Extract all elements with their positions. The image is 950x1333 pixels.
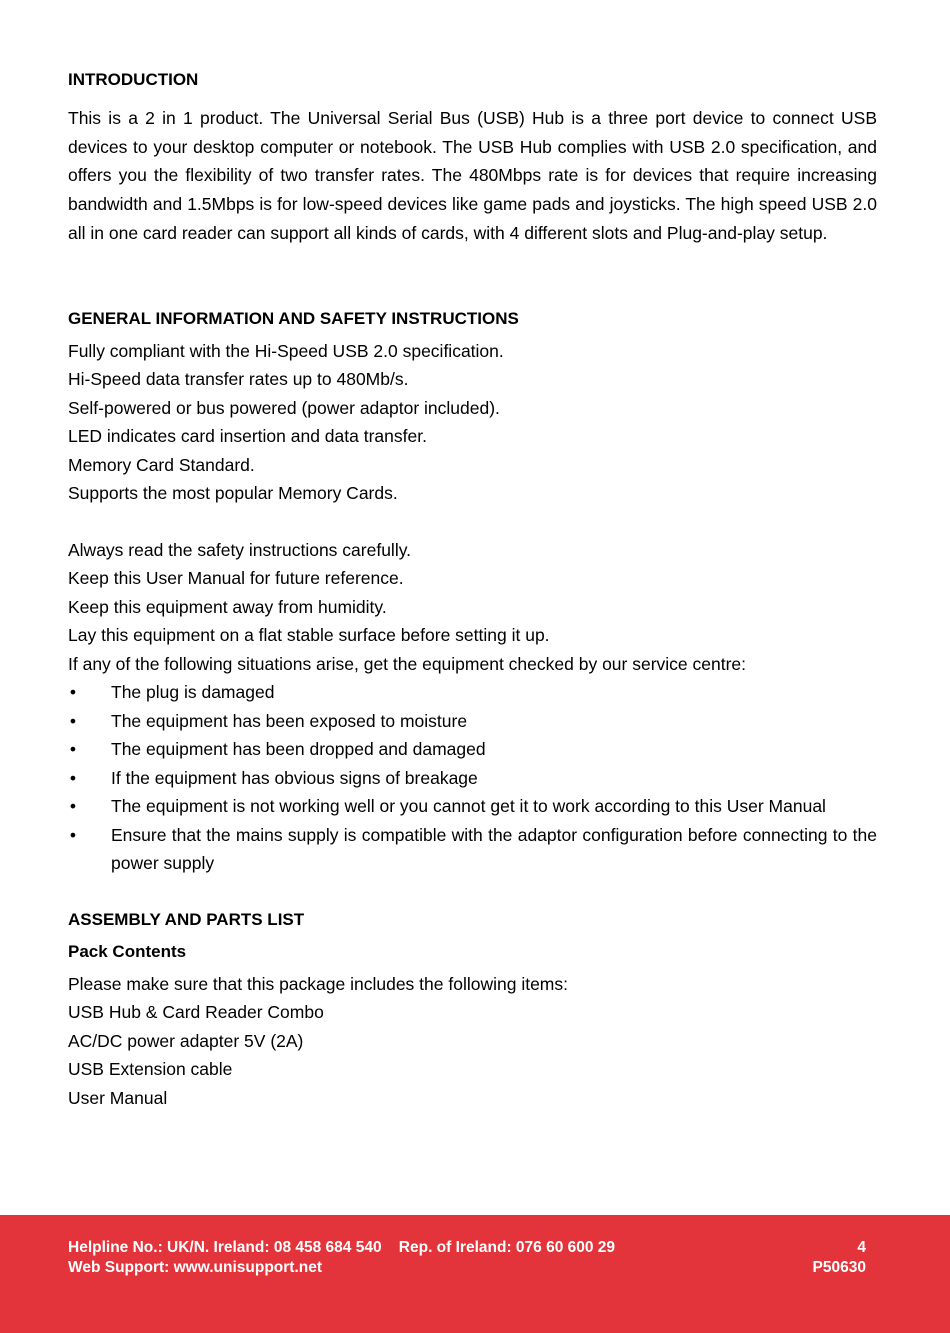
feature-line: Supports the most popular Memory Cards. [68,483,398,504]
bullet-icon: • [69,682,77,703]
list-item [68,821,877,878]
general-information-heading: GENERAL INFORMATION AND SAFETY INSTRUCTIONS [68,308,519,328]
pack-item: USB Hub & Card Reader Combo [68,1002,324,1023]
footer-bar [0,1215,950,1333]
helpline-numbers: Helpline No.: UK/N. Ireland: 08 458 684 540 Rep. of Ireland: 076 60 600 29 [68,1239,616,1256]
safety-line: Keep this equipment away from humidity. [68,596,387,617]
feature-line: Self-powered or bus powered (power adaptor included). [68,397,500,418]
safety-line: If any of the following situations arise, get the equipment checked by our service centre: [68,653,747,674]
list-item [68,735,877,764]
list-item-text: Ensure that the mains supply is compatible with the adaptor configuration before connecting to the power supply [111,824,877,874]
safety-line: Always read the safety instructions carefully. [68,539,412,560]
product-code: P50630 [812,1259,866,1276]
introduction-paragraph: This is a 2 in 1 product. The Universal Serial Bus (USB) Hub is a three port device to connect USB devices to your desktop computer or notebook. The USB Hub complies with USB 2.0 specification, and offers you the flexibility of two transfer rates. The 480Mbps rate is for devices that require increasing bandwidth and 1.5Mbps is for low-speed devices like game pads and joysticks. The high speed USB 2.0 all in one card reader can support all kinds of cards, with 4 different slots and Plug-and-play setup. [68,108,877,243]
bullet-icon: • [69,824,77,845]
page-number: 4 [857,1239,866,1256]
bullet-icon: • [69,710,77,731]
feature-line: Fully compliant with the Hi-Speed USB 2.0 specification. [68,340,504,361]
list-item-text: If the equipment has obvious signs of breakage [111,767,478,788]
pack-contents-list [68,998,877,1112]
footer-row-helpline [68,1238,866,1258]
bullet-icon: • [69,796,77,817]
features-list [68,337,877,508]
feature-line: Hi-Speed data transfer rates up to 480Mb/s. [68,369,409,390]
bullet-icon: • [69,739,77,760]
safety-instructions [68,536,877,679]
service-conditions-list [68,678,877,878]
list-item-text: The equipment has been dropped and damaged [111,739,486,760]
footer-row-support [68,1258,866,1278]
list-item [68,764,877,793]
web-support: Web Support: www.unisupport.net [68,1259,323,1276]
footer-text [68,1238,866,1278]
document-body [68,66,877,1112]
bullet-icon: • [69,767,77,788]
pack-contents-intro: Please make sure that this package includes the following items: [68,973,568,994]
feature-line: LED indicates card insertion and data transfer. [68,426,427,447]
pack-item: User Manual [68,1087,168,1108]
safety-line: Keep this User Manual for future reference. [68,568,404,589]
introduction-heading: INTRODUCTION [68,70,199,89]
list-item [68,678,877,707]
pack-item: AC/DC power adapter 5V (2A) [68,1030,304,1051]
list-item-text: The plug is damaged [111,682,275,703]
list-item-text: The equipment is not working well or you cannot get it to work according to this User Manual [111,796,826,817]
pack-contents-subheading: Pack Contents [68,941,187,961]
list-item-text: The equipment has been exposed to moisture [111,710,468,731]
assembly-heading: ASSEMBLY AND PARTS LIST [68,909,305,929]
pack-item: USB Extension cable [68,1059,233,1080]
list-item [68,707,877,736]
list-item [68,792,877,821]
safety-line: Lay this equipment on a flat stable surface before setting it up. [68,625,550,646]
feature-line: Memory Card Standard. [68,454,255,475]
